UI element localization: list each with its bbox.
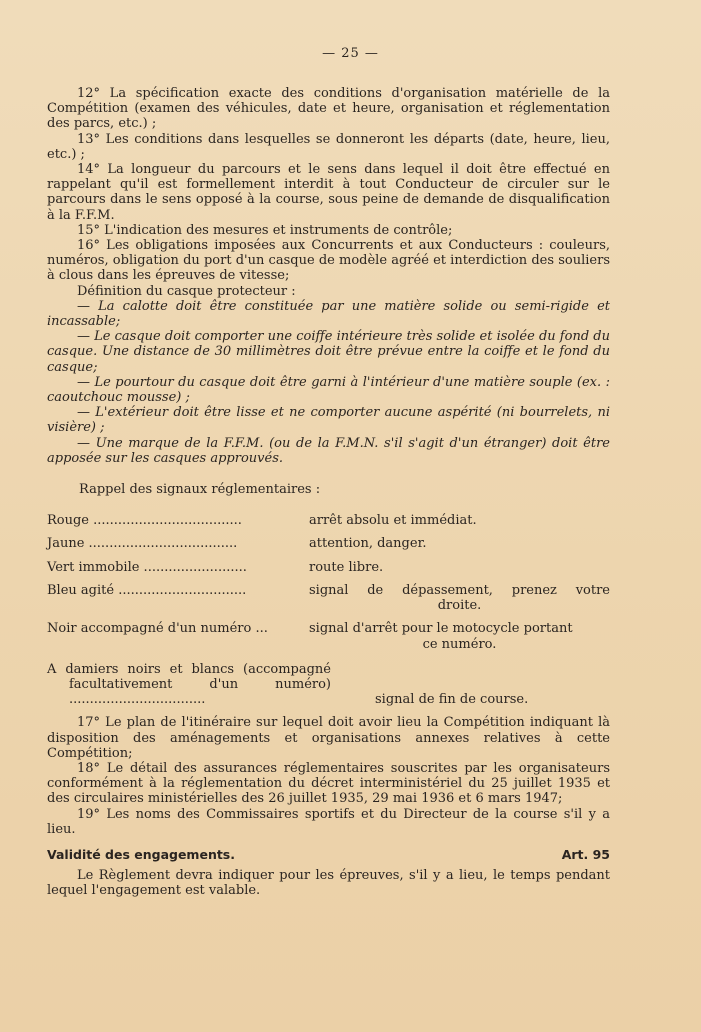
article-number: Art. 95 bbox=[561, 846, 610, 862]
signal-name: Rouge .................................... bbox=[47, 513, 242, 529]
helmet-rule-3: — Le pourtour du casque doit être garni à l'intérieur d'une matière souple (ex. : caoutchouc mousse) ; bbox=[47, 374, 610, 406]
signal-name: Vert immobile ......................... bbox=[47, 559, 247, 575]
signal-row bbox=[47, 662, 610, 708]
article-title: Validité des engagements. bbox=[47, 846, 236, 862]
signals-table bbox=[47, 513, 610, 707]
item-12: 12° La spécification exacte des conditions d'organisation matérielle de la Compétition (examen des véhicules, date et heure, organisation et réglementation des parcs, etc.) ; bbox=[47, 86, 610, 132]
article-heading bbox=[47, 847, 610, 862]
signal-name: A damiers noirs et blancs (accompagné facultativement d'un numéro) ................................. bbox=[47, 661, 331, 708]
helmet-rule-2: — Le casque doit comporter une coiffe intérieure très solide et isolée du fond du casque. Une distance de 30 millimètres doit être prévue entre la coiffe et le fond du casque; bbox=[47, 329, 610, 375]
item-15: 15° L'indication des mesures et instruments de contrôle; bbox=[77, 222, 453, 238]
signal-name: Jaune .................................... bbox=[47, 536, 238, 552]
item-17: 17° Le plan de l'itinéraire sur lequel doit avoir lieu la Compétition indiquant là disposition des aménagements et organisations annexes relatives à cette Compétition; bbox=[47, 715, 610, 761]
signal-name: Bleu agité ............................... bbox=[47, 582, 247, 598]
page-number: — 25 — bbox=[322, 46, 379, 61]
signal-meaning: signal de fin de course. bbox=[375, 692, 529, 708]
signal-meaning: attention, danger. bbox=[309, 536, 427, 552]
article-body: Le Règlement devra indiquer pour les épreuves, s'il y a lieu, le temps pendant lequel l'engagement est valable. bbox=[47, 868, 610, 899]
signal-row bbox=[47, 536, 610, 551]
signals-title: Rappel des signaux réglementaires : bbox=[79, 482, 321, 498]
document-body bbox=[47, 86, 610, 899]
signal-meaning: signal de dépassement, prenez votre bbox=[309, 582, 610, 598]
signal-meaning: signal d'arrêt pour le motocycle portant bbox=[309, 621, 573, 637]
helmet-rule-5: — Une marque de la F.F.M. (ou de la F.M.N. s'il s'agit d'un étranger) doit être apposée sur les casques approuvés. bbox=[47, 435, 610, 466]
helmet-definition: Définition du casque protecteur : bbox=[77, 283, 296, 299]
signal-row bbox=[47, 513, 610, 528]
helmet-rule-4: — L'extérieur doit être lisse et ne comporter aucune aspérité (ni bourrelets, ni visière) ; bbox=[47, 405, 610, 436]
signal-row bbox=[47, 621, 610, 651]
helmet-rule-1: — La calotte doit être constituée par une matière solide ou semi-rigide et incassable; bbox=[47, 298, 610, 330]
item-13: 13° Les conditions dans lesquelles se donneront les départs (date, heure, lieu, etc.) ; bbox=[47, 131, 610, 162]
signal-name: Noir accompagné d'un numéro ... bbox=[47, 621, 268, 637]
signal-row bbox=[47, 560, 610, 575]
signal-meaning: route libre. bbox=[309, 559, 384, 575]
item-14: 14° La longueur du parcours et le sens dans lequel il doit être effectué en rappelant qu'il est formellement interdit à tout Conducteur de circuler sur le parcours dans le sens opposé à la course, sous peine de demande de disqualification à la F.F.M. bbox=[47, 162, 610, 223]
item-19: 19° Les noms des Commissaires sportifs et du Directeur de la course s'il y a lieu. bbox=[47, 806, 610, 837]
signal-meaning-block bbox=[309, 621, 610, 651]
signal-meaning-cont: droite. bbox=[437, 598, 482, 614]
signal-row bbox=[47, 583, 610, 613]
signal-meaning-block bbox=[309, 583, 610, 613]
signal-meaning-cont: ce numéro. bbox=[422, 636, 497, 652]
item-16: 16° Les obligations imposées aux Concurrents et aux Conducteurs : couleurs, numéros, obligation du port d'un casque de modèle agréé et interdiction des souliers à clous dans les épreuves de vitesse; bbox=[47, 238, 610, 284]
item-18: 18° Le détail des assurances réglementaires souscrites par les organisateurs conformément à la réglementation du décret interministériel du 25 juillet 1935 et des circulaires ministérielles des 26 juillet 1935, 29 mai 1936 et 6 mars 1947; bbox=[47, 760, 610, 807]
signal-meaning: arrêt absolu et immédiat. bbox=[309, 513, 477, 529]
